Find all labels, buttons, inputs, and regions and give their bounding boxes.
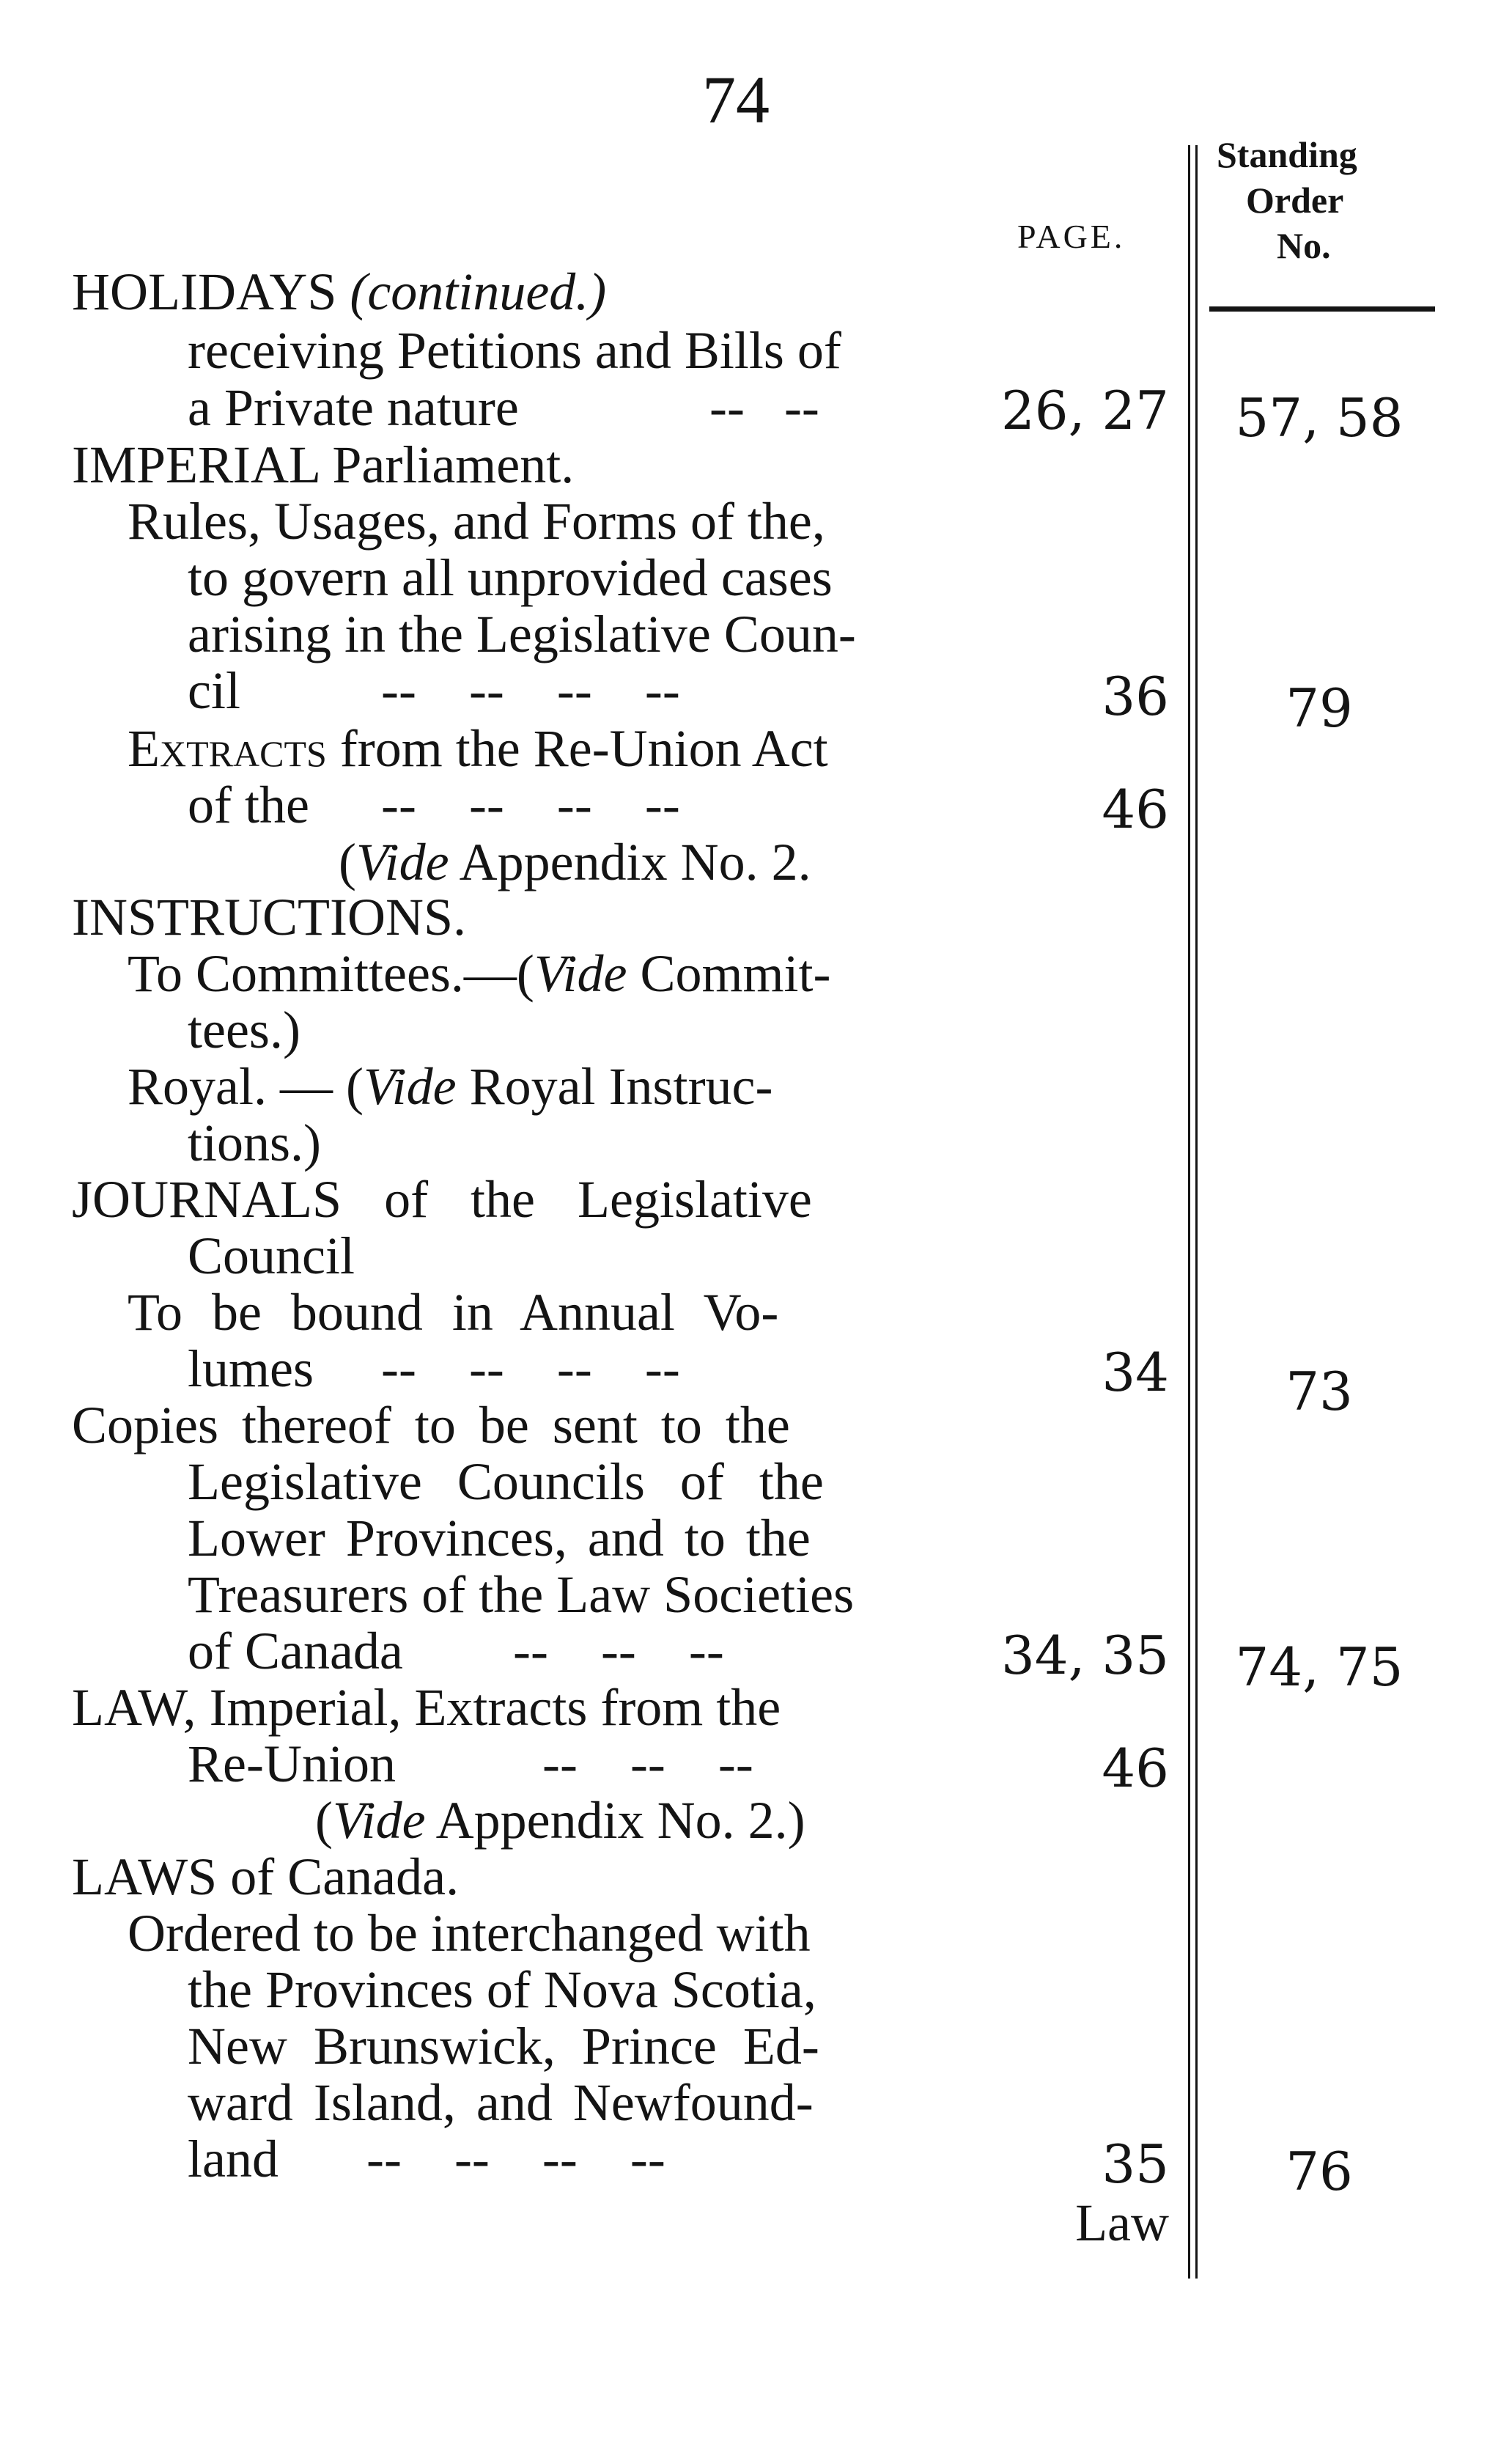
ordered-page-ref: 35 [1102, 2133, 1169, 2195]
vide1-word: Vide [355, 833, 449, 891]
journals-line-2: Council [188, 1227, 355, 1285]
laws-rest: of Canada. [230, 1847, 460, 1906]
committees-a: To Committees.—( [128, 944, 534, 1003]
holidays-standing-order: 57, 58 [1235, 387, 1404, 449]
copies-line-2: Legislative Councils of the [188, 1452, 824, 1511]
header-underline [1209, 306, 1435, 312]
vide-appendix-1 [339, 833, 811, 891]
column-divider-right [1195, 145, 1198, 2279]
imperial-heading: IMPERIAL [72, 435, 320, 494]
extracts-line-1 [128, 719, 828, 778]
vide2-rest: Appendix No. 2.) [435, 1791, 805, 1850]
laws-heading: LAWS [72, 1847, 218, 1906]
copies-leader-dots: -- -- -- [513, 1622, 724, 1680]
royal-a: Royal. — ( [128, 1057, 364, 1116]
rules-line-2: to govern all unprovided cases [188, 548, 833, 607]
bound-line-2: lumes [188, 1339, 314, 1398]
committees-b: Commit- [640, 944, 831, 1003]
copies-line-1: Copies thereof to be sent to the [72, 1396, 790, 1455]
copies-standing-order: 74, 75 [1235, 1636, 1404, 1698]
standing-order-header-line1: Standing [1217, 134, 1357, 175]
royal-vide: Vide [363, 1057, 457, 1116]
bound-leader-dots: -- -- -- -- [381, 1339, 680, 1398]
bound-line-1: To be bound in Annual Vo- [128, 1283, 779, 1342]
extracts-smallcaps: Extracts [128, 719, 327, 778]
bound-page-ref: 34 [1102, 1342, 1169, 1403]
copies-line-5: of Canada [188, 1622, 403, 1680]
royal-line-2: tions.) [188, 1114, 322, 1172]
bound-standing-order: 73 [1286, 1361, 1353, 1422]
law-page-ref: 46 [1102, 1737, 1169, 1799]
rules-line-3: arising in the Legislative Coun- [188, 605, 856, 663]
royal-line-1 [128, 1057, 773, 1116]
vide-appendix-2 [315, 1791, 805, 1850]
ordered-line-1: Ordered to be interchanged with [128, 1904, 811, 1963]
entry-heading-law [72, 1678, 781, 1737]
journals-heading: JOURNALS [72, 1170, 342, 1229]
extracts-line-2: of the [188, 776, 309, 834]
rules-line-1: Rules, Usages, and Forms of the, [128, 492, 825, 551]
committees-line-2: tees.) [188, 1001, 300, 1059]
law-heading: LAW, [72, 1678, 196, 1737]
extracts-rest: from the Re-Union Act [339, 719, 828, 778]
journals-rest: of the Legislative [384, 1170, 812, 1229]
page-column-header: PAGE. [1017, 218, 1126, 255]
ordered-line-3: New Brunswick, Prince Ed- [188, 2017, 819, 2075]
rules-line-4: cil [188, 661, 240, 720]
holidays-continued: (continued.) [350, 262, 607, 321]
extracts-page-ref: 46 [1102, 779, 1169, 840]
committees-line-1 [128, 944, 831, 1003]
vide2-open: ( [315, 1791, 333, 1850]
vide1-rest: Appendix No. 2. [459, 833, 811, 891]
entry-heading-imperial [72, 435, 575, 494]
extracts-leader-dots: -- -- -- -- [381, 776, 680, 834]
royal-b: Royal Instruc- [469, 1057, 773, 1116]
standing-order-header-line3: No. [1277, 225, 1331, 266]
vide1-open: ( [339, 833, 356, 891]
law-line-2: Re-Union [188, 1735, 396, 1793]
catchword: Law [1075, 2193, 1169, 2252]
page-number: 74 [702, 62, 770, 137]
rules-page-ref: 36 [1102, 666, 1169, 727]
copies-line-4: Treasurers of the Law Societies [188, 1565, 855, 1624]
standing-order-header-line2: Order [1246, 180, 1344, 221]
law-rest: Imperial, Extracts from the [209, 1678, 781, 1737]
law-leader-dots: -- -- -- [542, 1735, 753, 1793]
vide2-word: Vide [332, 1791, 426, 1850]
holidays-page-ref: 26, 27 [1000, 380, 1169, 441]
column-divider-left [1188, 145, 1190, 2279]
copies-line-3: Lower Provinces, and to the [188, 1509, 811, 1567]
rules-standing-order: 79 [1286, 677, 1353, 739]
ordered-line-5: land [188, 2130, 279, 2188]
ordered-leader-dots: -- -- -- -- [366, 2130, 665, 2188]
ordered-standing-order: 76 [1286, 2141, 1353, 2202]
holidays-line-1: receiving Petitions and Bills of [188, 321, 841, 380]
holidays-line-2: a Private nature [188, 378, 519, 437]
committees-vide: Vide [534, 944, 627, 1003]
holidays-heading: HOLIDAYS [72, 262, 337, 321]
copies-page-ref: 34, 35 [1000, 1625, 1169, 1686]
entry-heading-journals [72, 1170, 812, 1229]
rules-leader-dots: -- -- -- -- [381, 661, 680, 720]
holidays-leader-dots: -- -- [709, 378, 819, 437]
ordered-line-2: the Provinces of Nova Scotia, [188, 1960, 816, 2019]
ordered-line-4: ward Island, and Newfound- [188, 2073, 814, 2132]
entry-heading-holidays [72, 262, 607, 321]
entry-heading-laws [72, 1847, 460, 1906]
imperial-rest: Parliament. [332, 435, 575, 494]
entry-heading-instructions: INSTRUCTIONS. [72, 888, 467, 946]
